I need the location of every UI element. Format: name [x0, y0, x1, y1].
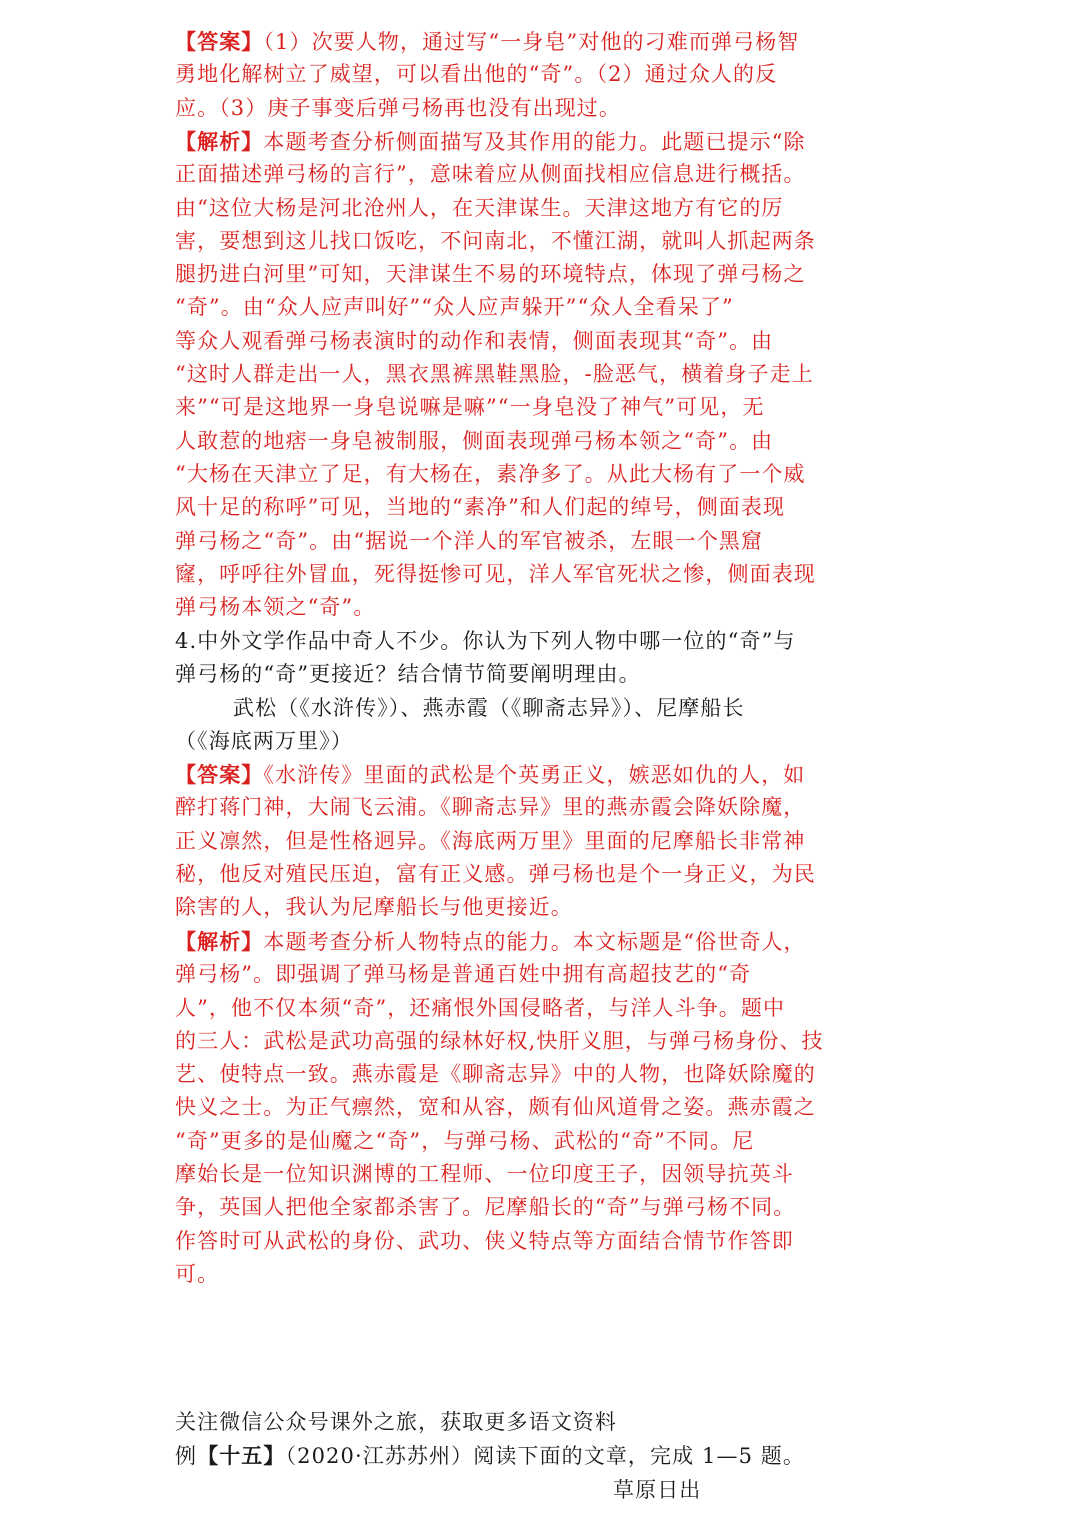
question-4: [175, 625, 900, 758]
answer-line: 正义凛然，但是性格迥异。《海底两万里》里面的尼摩船长非常神: [175, 828, 806, 853]
analysis-line: 可。: [175, 1261, 220, 1286]
analysis-line: “这时人群走出一人，黑衣黑裤黑鞋黑脸，-脸恶气，横着身子走上: [175, 362, 814, 387]
analysis-line: 腿扔进白河里”可知，天津谋生不易的环境特点，体现了弹弓杨之: [175, 262, 806, 287]
answer-line: 秘，他反对殖民压迫，富有正义感。弹弓杨也是个一身正义，为民: [175, 861, 816, 886]
wechat-notice: 关注微信公众号课外之旅，获取更多语文资料: [175, 1410, 617, 1434]
analysis-line: 来”“可是这地界一身皂说嘛是嘛”“一身皂没了神气”可见，无: [175, 395, 765, 420]
analysis-tag: 【解析】: [175, 929, 264, 954]
analysis-line: 等众人观看弹弓杨表演时的动作和表情，侧面表现其“奇”。由: [175, 328, 774, 353]
analysis-line: 快义之士。为正气瘭然，宽和从容，颇有仙风道骨之姿。燕赤霞之: [175, 1095, 816, 1120]
analysis-line: 弹弓杨本领之“奇”。: [175, 595, 376, 620]
article-title: 草原日出: [613, 1478, 702, 1502]
answer-tag: 【答案】: [175, 762, 264, 787]
analysis-line: 的三人：武松是武功高强的绿林好权,快肝义胆，与弹弓杨身份、技: [175, 1028, 824, 1053]
example-tag: 【十五】: [197, 1443, 286, 1469]
analysis-line: 害，要想到这儿找口饭吃，不问南北，不懂江湖，就叫人抓起两条: [175, 228, 816, 253]
question-line: 4.中外文学作品中奇人不少。你认为下列人物中哪一位的“奇”与: [175, 629, 796, 653]
analysis-line: 弹弓杨之“奇”。由“据说一个洋人的军官被杀，左眼一个黑窟: [175, 528, 764, 553]
example-heading: 例【十五】（2020·江苏苏州）阅读下面的文章，完成 1—5 题。: [175, 1443, 806, 1469]
answer-section-1: [175, 25, 900, 125]
answer-line: 【答案】《水浒传》里面的武松是个英勇正义，嫉恶如仇的人，如: [175, 762, 806, 787]
analysis-line: 由“这位大杨是河北沧州人，在天津谋生。天津这地方有它的厉: [175, 195, 784, 220]
analysis-line: 【解析】本题考查分析人物特点的能力。本文标题是“俗世奇人，: [175, 929, 806, 954]
analysis-line: “奇”。由“众人应声叫好”“众人应声躲开”“众人全看呆了”: [175, 295, 734, 320]
answer-line: 醉打蒋门神，大闹飞云浦。《聊斋志异》里的燕赤霞会降妖除魔，: [175, 795, 806, 820]
answer-line: 除害的人，我认为尼摩船长与他更接近。: [175, 895, 573, 920]
analysis-line: 摩始长是一位知识渊博的工程师、一位印度王子，因领导抗英斗: [175, 1162, 794, 1187]
footer-section: [175, 1406, 900, 1473]
question-line: 弹弓杨的“奇”更接近？结合情节简要阐明理由。: [175, 662, 641, 687]
analysis-line: 窿，呼呼往外冒血，死得挺惨可见，洋人军官死状之惨，侧面表现: [175, 561, 816, 586]
analysis-line: “奇”更多的是仙魔之“奇”，与弹弓杨、武松的“奇”不同。尼: [175, 1128, 755, 1153]
answer-tag: 【答案】: [175, 29, 264, 54]
analysis-line: 人”，他不仅本须“奇”，还痛恨外国侵略者，与洋人斗争。题中: [175, 995, 786, 1020]
question-options-cont: （《海底两万里》）: [175, 728, 353, 753]
answer-line: 勇地化解树立了威望，可以看出他的“奇”。（2）通过众人的反: [175, 62, 778, 87]
analysis-section-4: [175, 925, 900, 1291]
analysis-line: 人敢惹的地痞一身皂被制服，侧面表现弹弓杨本领之“奇”。由: [175, 428, 774, 453]
analysis-line: 弹弓杨”。即强调了弹马杨是普通百姓中拥有高超技艺的“奇: [175, 962, 752, 987]
answer-section-4: [175, 758, 900, 924]
answer-line: 应。（3）庚子事变后弹弓杨再也没有出现过。: [175, 95, 621, 120]
analysis-line: 艺、使特点一致。燕赤霞是《聊斋志异》中的人物，也降妖除魔的: [175, 1062, 816, 1087]
analysis-line: 争，英国人把他全家都杀害了。尼摩船长的“奇”与弹弓杨不同。: [175, 1195, 796, 1220]
analysis-line: 【解析】本题考查分析侧面描写及其作用的能力。此题已提示“除: [175, 129, 806, 154]
question-options: 武松（《水浒传》）、燕赤霞（《聊斋志异》）、尼摩船长: [233, 695, 745, 720]
analysis-line: 作答时可从武松的身份、武功、侠义特点等方面结合情节作答即: [175, 1228, 794, 1253]
answer-line: 【答案】（1）次要人物，通过写“一身皂”对他的刁难而弹弓杨智: [175, 29, 800, 54]
analysis-tag: 【解析】: [175, 129, 264, 154]
analysis-line: 风十足的称呼”可见，当地的“素净”和人们起的绰号，侧面表现: [175, 495, 786, 520]
analysis-line: 正面描述弹弓杨的言行”，意味着应从侧面找相应信息进行概括。: [175, 162, 806, 187]
analysis-section-1: [175, 125, 900, 624]
analysis-line: “大杨在天津立了足，有大杨在，素净多了。从此大杨有了一个威: [175, 461, 806, 486]
